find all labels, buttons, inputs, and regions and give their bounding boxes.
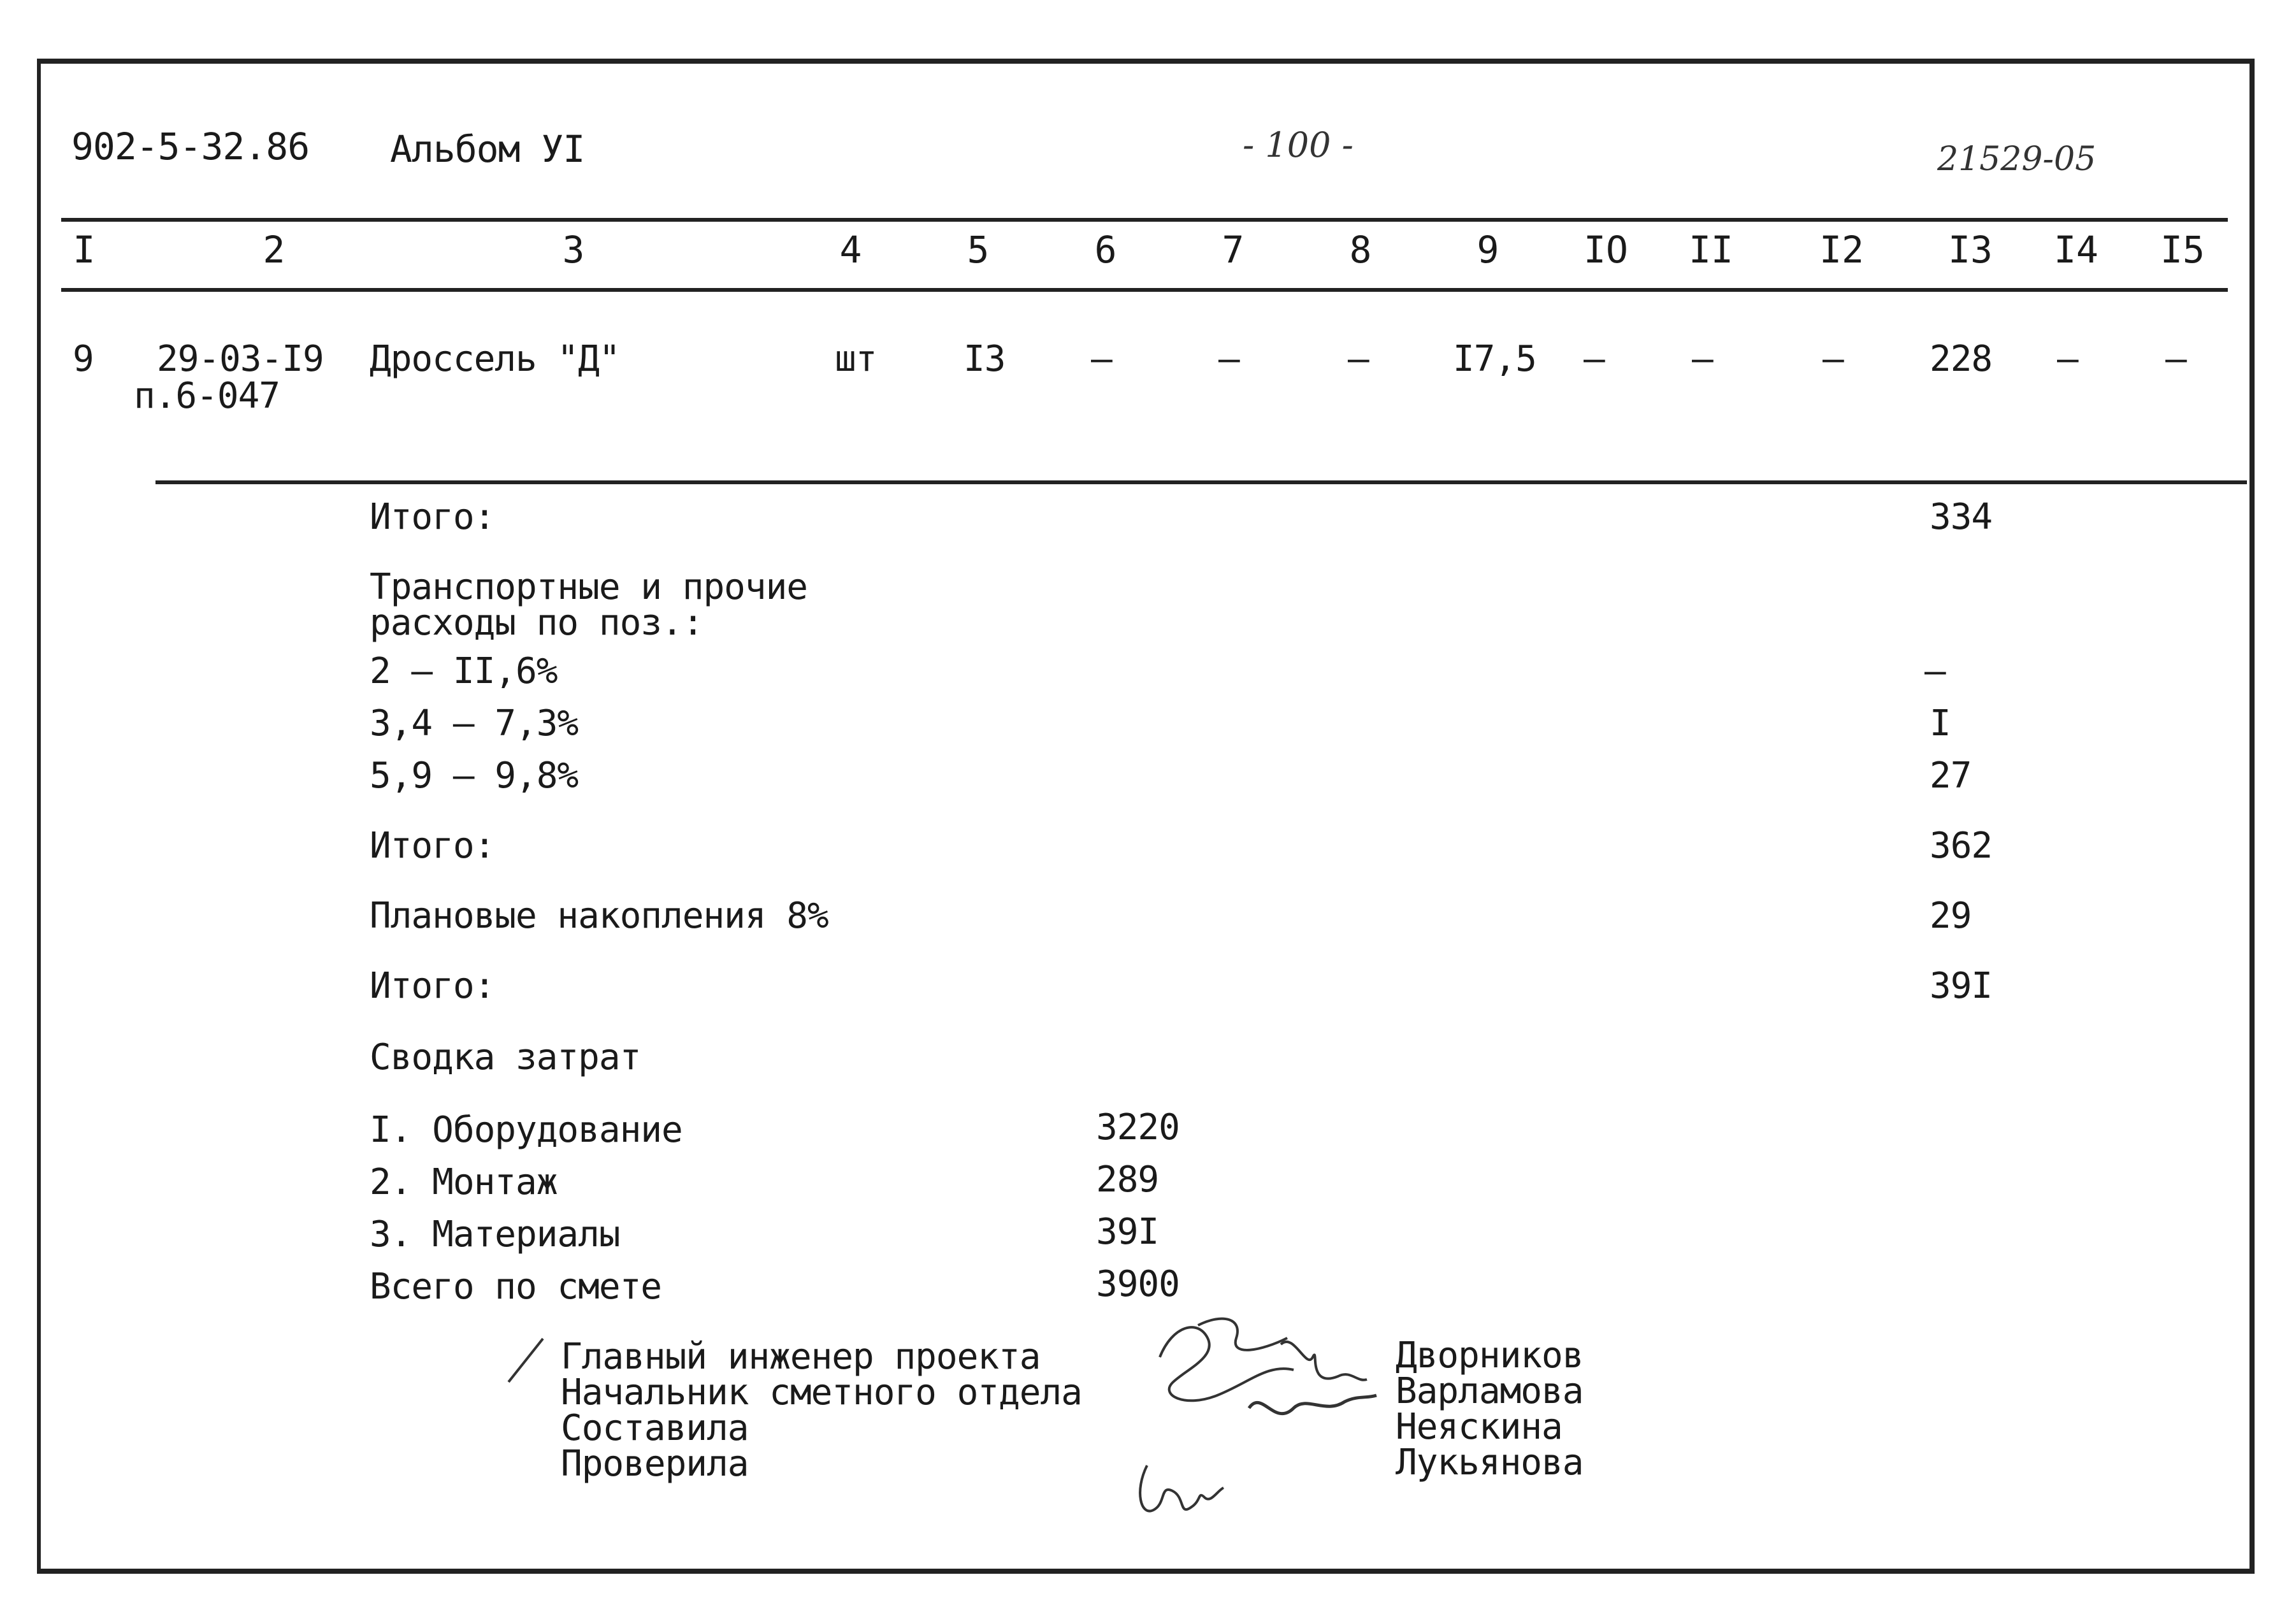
- cost-item-2-value: 289: [1096, 1159, 1159, 1200]
- row-c15: –: [2165, 338, 2186, 380]
- transport-line1: Транспортные и прочие: [370, 566, 808, 608]
- col-head-10: IO: [1584, 228, 1628, 271]
- transport-value-1: –: [1924, 651, 1946, 692]
- cost-item-1-value: 3220: [1096, 1107, 1180, 1148]
- col-head-2: 2: [263, 228, 285, 271]
- row-c6: –: [1091, 338, 1112, 380]
- planned-label: Плановые накопления 8%: [370, 895, 828, 937]
- header-bottom-rule: [61, 288, 2228, 292]
- row-c12: –: [1823, 338, 1844, 380]
- name-dvornikov: Дворников: [1396, 1335, 1584, 1376]
- slash-mark: [503, 1335, 548, 1386]
- cost-total-value: 3900: [1096, 1263, 1180, 1305]
- row-code-2: п.6-047: [134, 375, 280, 417]
- row-c7: –: [1218, 338, 1239, 380]
- col-head-12: I2: [1819, 228, 1864, 271]
- cost-item-3-label: 3. Материалы: [370, 1214, 620, 1255]
- cost-summary-title: Сводка затрат: [370, 1037, 641, 1078]
- total1-label: Итого:: [370, 496, 495, 538]
- cost-total-label: Всего по смете: [370, 1266, 662, 1307]
- row-name: Дроссель "Д": [370, 338, 620, 380]
- row-c14: –: [2057, 338, 2078, 380]
- role-compiled-by: Составила: [561, 1407, 749, 1449]
- planned-value: 29: [1930, 895, 1972, 937]
- summary-rule: [155, 480, 2247, 484]
- col-head-15: I5: [2160, 228, 2205, 271]
- page-frame: [37, 59, 2255, 1574]
- total3-label: Итого:: [370, 965, 495, 1007]
- col-head-3: 3: [562, 228, 585, 271]
- doc-number: 902-5-32.86: [71, 125, 310, 168]
- transport-item-3: 5,9 – 9,8%: [370, 755, 579, 796]
- signature-scribble-1: [1147, 1300, 1389, 1440]
- transport-item-1: 2 – II,6%: [370, 651, 558, 692]
- col-head-13: I3: [1948, 228, 1993, 271]
- total2-value: 362: [1930, 825, 1993, 867]
- row-unit: шт: [835, 338, 877, 380]
- role-checked-by: Проверила: [561, 1443, 749, 1485]
- row-code-1: 29-03-I9: [157, 338, 324, 380]
- total3-value: 39I: [1930, 965, 1993, 1007]
- signature-scribble-2: [1128, 1453, 1230, 1529]
- transport-line2: расходы по поз.:: [370, 602, 704, 644]
- name-neyaskina: Неяскина: [1396, 1406, 1563, 1448]
- role-head-estimate-dept: Начальник сметного отдела: [561, 1372, 1082, 1413]
- row-pos: 9: [73, 338, 94, 380]
- cost-item-2-label: 2. Монтаж: [370, 1162, 558, 1203]
- row-c8: –: [1348, 338, 1369, 380]
- col-head-4: 4: [839, 228, 862, 271]
- transport-value-3: 27: [1930, 755, 1972, 796]
- row-c10: –: [1584, 338, 1605, 380]
- role-chief-engineer: Главный инженер проекта: [561, 1336, 1041, 1378]
- col-head-6: 6: [1094, 228, 1117, 271]
- album-label: Альбом УI: [390, 127, 585, 171]
- row-c13: 228: [1930, 338, 1993, 380]
- col-head-11: II: [1689, 228, 1733, 271]
- row-c9: I7,5: [1453, 338, 1536, 380]
- header-top-rule: [61, 218, 2228, 222]
- transport-item-2: 3,4 – 7,3%: [370, 703, 579, 744]
- row-c11: –: [1692, 338, 1713, 380]
- transport-value-2: I: [1930, 703, 1951, 744]
- col-head-9: 9: [1477, 228, 1499, 271]
- name-varlamova: Варламова: [1396, 1371, 1584, 1412]
- col-head-14: I4: [2054, 228, 2098, 271]
- archive-number: 21529-05: [1937, 140, 2097, 178]
- cost-item-1-label: I. Оборудование: [370, 1109, 682, 1151]
- total1-value: 334: [1930, 496, 1993, 538]
- col-head-1: I: [73, 228, 96, 271]
- name-lukyanova: Лукьянова: [1396, 1442, 1584, 1483]
- cost-item-3-value: 39I: [1096, 1211, 1159, 1253]
- row-c5: I3: [964, 338, 1006, 380]
- col-head-8: 8: [1349, 228, 1372, 271]
- col-head-7: 7: [1222, 228, 1245, 271]
- total2-label: Итого:: [370, 825, 495, 867]
- col-head-5: 5: [967, 228, 990, 271]
- page-number: - 100 -: [1243, 125, 1354, 165]
